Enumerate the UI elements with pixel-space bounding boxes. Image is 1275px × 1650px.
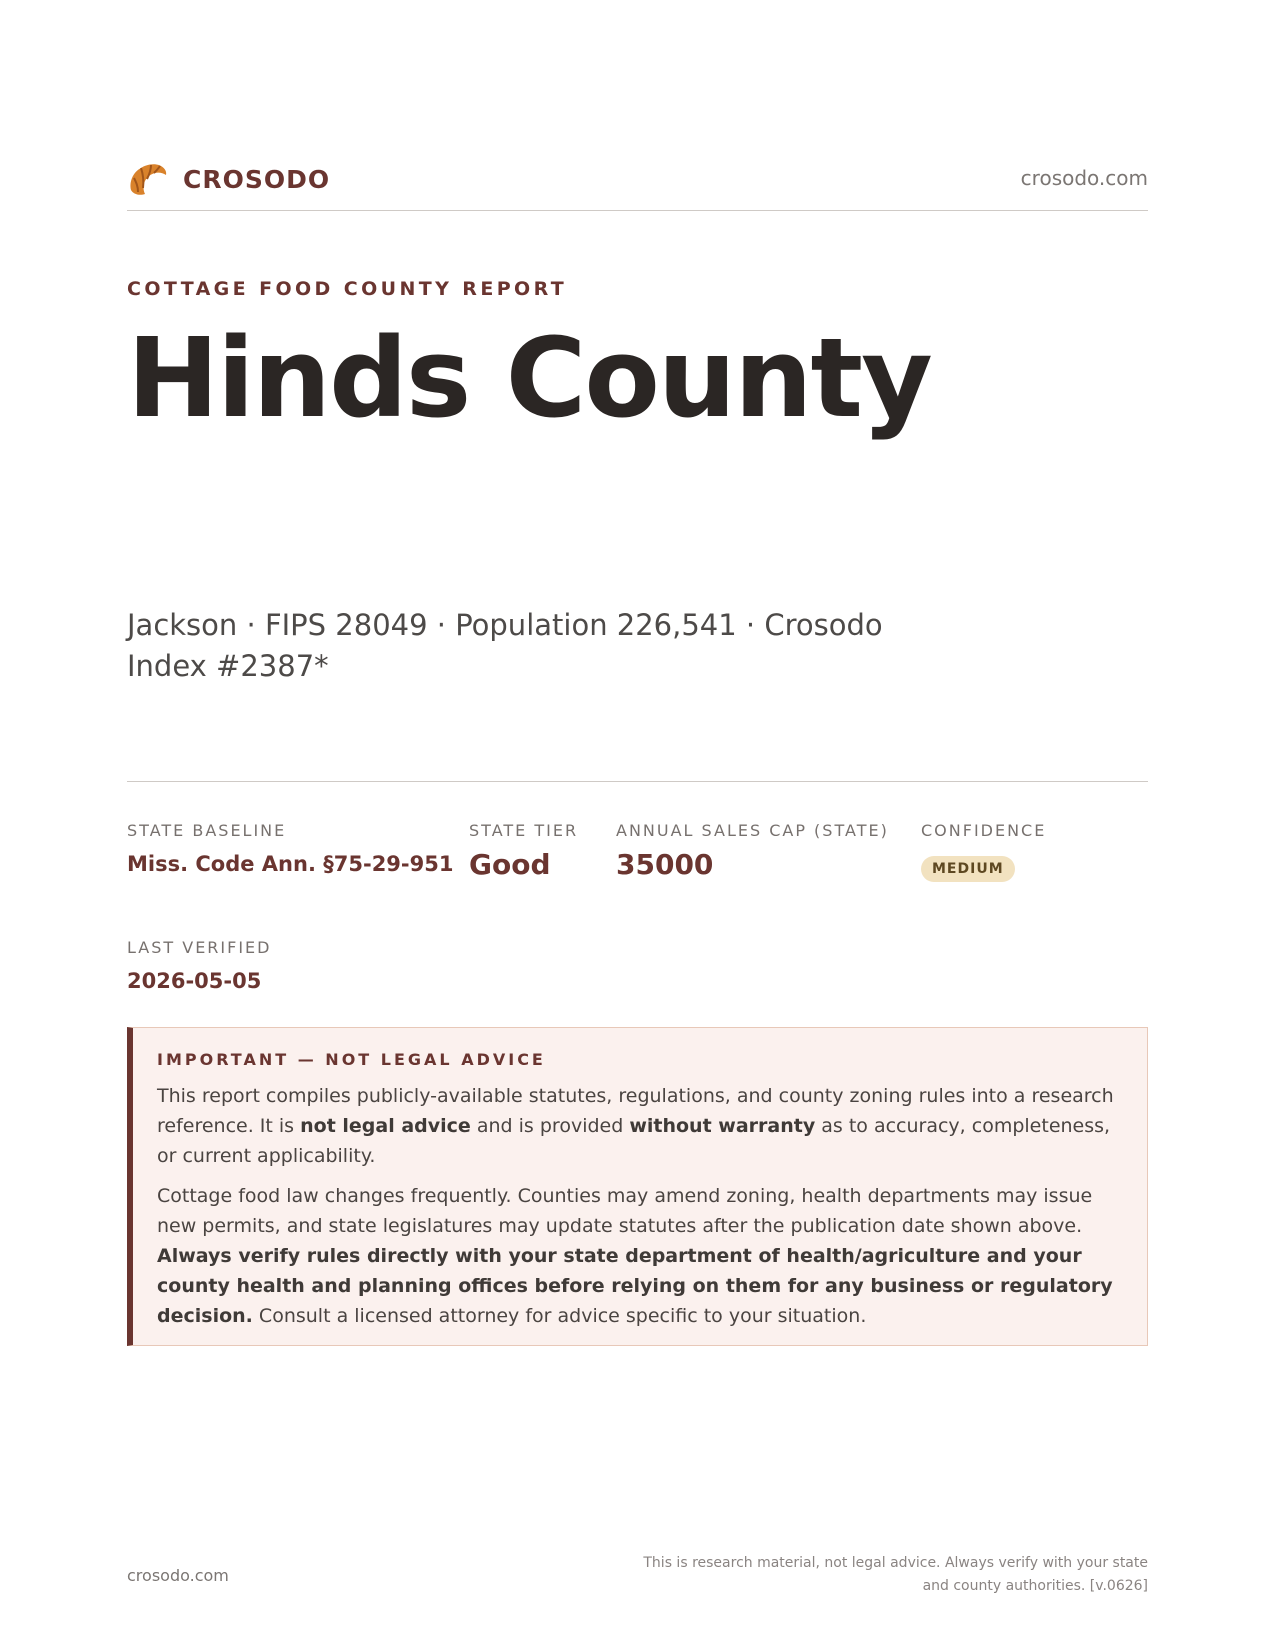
notice-emphasis: without warranty	[629, 1115, 816, 1137]
notice-text: Cottage food law changes frequently. Counties may amend zoning, health departments may issue new permits, and state legislatures may update statutes after the publication date shown above.	[157, 1185, 1093, 1237]
brand-name: CROSODO	[183, 164, 331, 194]
legal-notice	[127, 1027, 1148, 1346]
stat-value: Miss. Code Ann. §75-29-951	[127, 852, 454, 876]
footer-site-url[interactable]: crosodo.com	[127, 1566, 229, 1585]
notice-text: and is provided	[470, 1115, 630, 1137]
stat-label: STATE BASELINE	[127, 821, 287, 840]
stat-label: LAST VERIFIED	[127, 938, 272, 957]
notice-emphasis: Always verify rules directly with your state department of health/agriculture and your county health and planning offices before relying on them for any business or regulatory decision.	[157, 1245, 1113, 1327]
stat-value: 2026-05-05	[127, 969, 262, 993]
stat-label: CONFIDENCE	[921, 821, 1047, 840]
notice-text: Consult a licensed attorney for advice specific to your situation.	[252, 1305, 867, 1327]
report-header	[127, 158, 1148, 211]
notice-paragraph	[157, 1181, 1123, 1331]
footer-disclaimer: This is research material, not legal advice. Always verify with your state and county authorities. [v.0626]	[643, 1555, 1148, 1594]
stat-value: Good	[469, 848, 551, 881]
page-title: Hinds County	[127, 314, 931, 442]
county-subtitle: Jackson · FIPS 28049 · Population 226,541 · Crosodo Index #2387*	[127, 608, 883, 683]
header-site-url[interactable]: crosodo.com	[1020, 166, 1148, 190]
stat-label: STATE TIER	[469, 821, 579, 840]
notice-text: This report compiles publicly-available statutes, regulations, and county zoning rules into a research reference. It is	[157, 1085, 1114, 1137]
stat-last-verified	[127, 938, 271, 993]
confidence-badge: MEDIUM	[921, 856, 1015, 882]
notice-heading: IMPORTANT — NOT LEGAL ADVICE	[157, 1050, 546, 1069]
croissant-icon	[127, 160, 169, 198]
section-divider	[127, 781, 1148, 782]
report-page	[127, 0, 1148, 1650]
notice-paragraph	[157, 1081, 1123, 1171]
stat-label: ANNUAL SALES CAP (STATE)	[616, 821, 889, 840]
stat-confidence	[921, 821, 1046, 882]
stat-state-baseline	[127, 821, 453, 876]
notice-text: as to accuracy, completeness, or current applicability.	[157, 1115, 1111, 1167]
stat-sales-cap	[616, 821, 889, 881]
brand	[127, 160, 330, 198]
stat-value: 35000	[616, 848, 714, 881]
stat-state-tier	[469, 821, 578, 881]
notice-emphasis: not legal advice	[300, 1115, 471, 1137]
report-kicker: COTTAGE FOOD COUNTY REPORT	[127, 278, 568, 300]
